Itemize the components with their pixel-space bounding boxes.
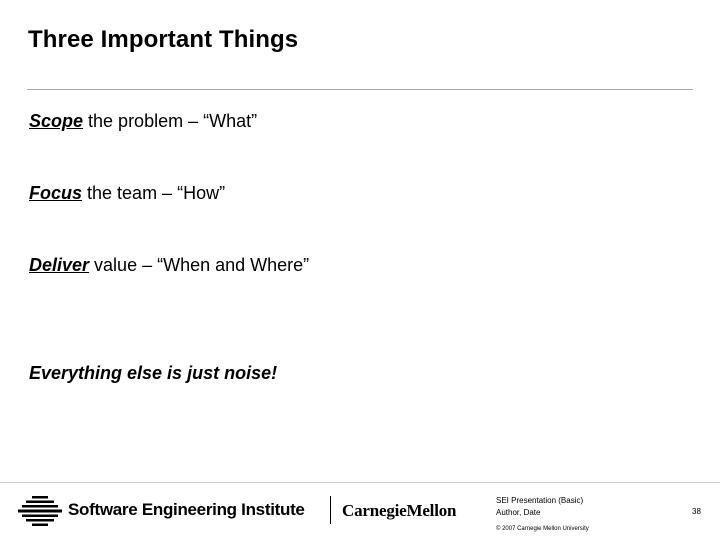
copyright: © 2007 Carnegie Mellon University — [496, 526, 589, 532]
footer-info — [496, 495, 589, 535]
slide-title: Three Important Things — [28, 26, 299, 53]
bullet-text: the team – “How” — [82, 183, 226, 203]
logo-divider — [330, 496, 331, 524]
bullet-focus — [29, 182, 225, 204]
sei-globe-icon — [18, 495, 62, 529]
page-number: 38 — [692, 507, 701, 516]
footer-divider — [0, 482, 720, 483]
title-divider — [27, 89, 693, 90]
bullet-text: the problem – “What” — [83, 111, 258, 131]
presentation-name: SEI Presentation (Basic) — [496, 496, 584, 505]
bullet-scope — [29, 110, 257, 132]
cmu-wordmark: CarnegieMellon — [342, 501, 457, 520]
author-date: Author, Date — [496, 508, 541, 517]
sei-wordmark: Software Engineering Institute — [68, 500, 305, 519]
bullet-keyword: Deliver — [29, 255, 90, 275]
closing-statement: Everything else is just noise! — [29, 363, 278, 383]
bullet-text: value – “When and Where” — [89, 255, 310, 275]
bullet-keyword: Focus — [29, 183, 83, 203]
bullet-keyword: Scope — [29, 111, 84, 131]
bullet-deliver — [29, 254, 309, 276]
